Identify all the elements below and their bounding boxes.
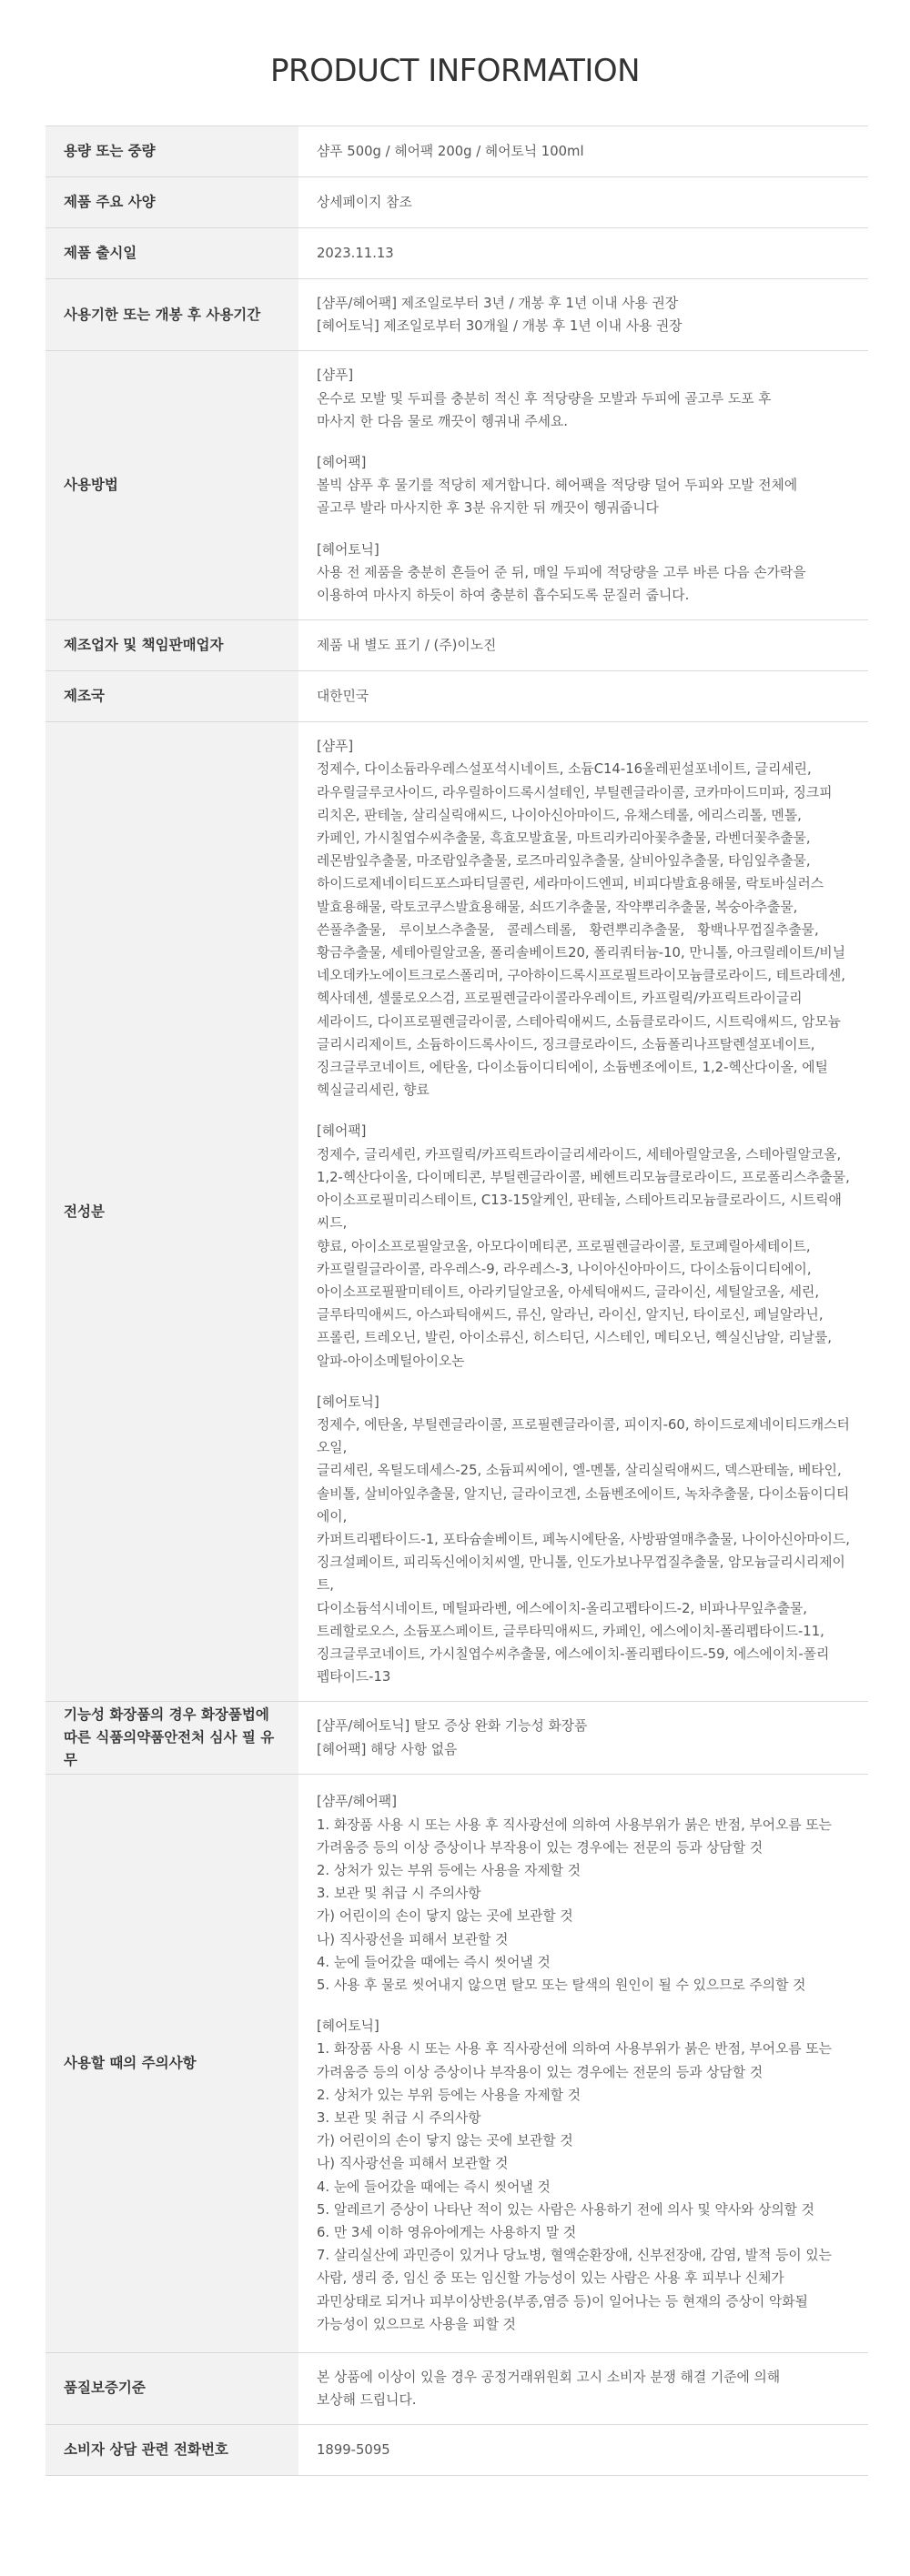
row-value <box>298 1702 868 1774</box>
value-text: [헤어토닉] 정제수, 에탄올, 부틸렌글라이콜, 프로필렌글라이콜, 피이지-60, 하이드로제네이티드캐스터오일, 글리세린, 옥틸도데세스-25, 소듐피씨에이, 엘-멘톨, 살리실릭애씨드, 덱스판테놀, 베타인, 솔비톨, 살비아잎추출물, 알지닌, 글라이코겐, 소듐벤조에이트, 녹차추출물, 다이소듐이디티에이, 카퍼트리펩타이드-1, 포타슘솔베이트, 페녹시에탄올, 사방팜열매추출물, 나이아신아마이드, 징크설페이트, 피리독신에이치씨엘, 만니톨, 인도가보나무껍질추출물, 암모늄글리시리제이트, 다이소듐석시네이트, 메틸파라벤, 에스에이치-올리고펩타이드-2, 비파나무잎추출물, 트레할로오스, 소듐포스페이트, 글루타믹애씨드, 카페인, 에스에이치-폴리펩타이드-11, 징크글루코네이트, 가시칠엽수씨추출물, 에스에이치-폴리펩타이드-59, 에스에이치-폴리 펩타이드-13 <box>317 1394 850 1685</box>
page-title: PRODUCT INFORMATION <box>269 53 641 89</box>
row-label: 사용할 때의 주의사항 <box>46 1774 298 2352</box>
info-row-manufacturer <box>46 620 868 671</box>
row-value <box>298 2352 868 2424</box>
row-value <box>298 620 868 671</box>
row-value <box>298 2425 868 2476</box>
row-value <box>298 671 868 722</box>
row-value <box>298 722 868 1702</box>
value-text: 대한민국 <box>317 689 369 705</box>
row-value <box>298 177 868 228</box>
row-label: 전성분 <box>46 722 298 1702</box>
value-text: 본 상품에 이상이 있을 경우 공정거래위원회 고시 소비자 분쟁 해결 기준에 의해 보상해 드립니다. <box>317 2369 781 2408</box>
info-row-functional <box>46 1702 868 1774</box>
value-text: 상세페이지 참조 <box>317 194 412 210</box>
row-value <box>298 279 868 351</box>
product-info-table <box>46 126 868 2476</box>
info-row-usage <box>46 351 868 620</box>
row-value <box>298 228 868 279</box>
info-row-specs <box>46 177 868 228</box>
value-text: [헤어토닉] 사용 전 제품을 충분히 흔들어 준 뒤, 매일 두피에 적당량을 고루 바른 다음 손가락을 이용하여 마사지 하듯이 하여 충분히 흡수되도록 문질러 줍니다. <box>317 541 806 604</box>
value-text: [헤어팩] 정제수, 글리세린, 카프릴릭/카프릭트라이글리세라이드, 세테아릴알코올, 스테아릴알코올, 1,2-헥산다이올, 다이메티콘, 부틸렌글라이콜, 베헨트리모늄클로라이드, 프로폴리스추출물, 아이소프로필미리스테이트, C13-15알케인, 판테놀, 스테아트리모늄클로라이드, 시트릭애씨드, 향료, 아이소프로필알코올, 아모다이메티콘, 프로필렌글라이콜, 토코페릴아세테이트, 카프릴릴글라이콜, 라우레스-9, 라우레스-3, 나이아신아마이드, 다이소듐이디티에이, 아이소프로필팔미테이트, 아라키딜알코올, 아세틱애씨드, 글라이신, 세틸알코올, 세린, 글루타믹애씨드, 아스파틱애씨드, 류신, 알라닌, 라이신, 알지닌, 타이로신, 페닐알라닌, 프롤린, 트레오닌, 발린, 아이소류신, 히스티딘, 시스테인, 메티오닌, 헥실신남알, 리날룰, 알파-아이소메틸아이오논 <box>317 1123 850 1369</box>
row-label: 사용기한 또는 개봉 후 사용기간 <box>46 279 298 351</box>
value-text: 1899-5095 <box>317 2442 390 2459</box>
row-label: 제조업자 및 책임판매업자 <box>46 620 298 671</box>
row-label: 제품 출시일 <box>46 228 298 279</box>
row-value <box>298 126 868 177</box>
value-text: [샴푸/헤어토닉] 탈모 증상 완화 기능성 화장품 [헤어팩] 해당 사항 없음 <box>317 1718 588 1757</box>
info-row-country <box>46 671 868 722</box>
row-value <box>298 351 868 620</box>
info-row-volume <box>46 126 868 177</box>
info-row-precautions <box>46 1774 868 2352</box>
row-label: 제조국 <box>46 671 298 722</box>
info-row-ingredients <box>46 722 868 1702</box>
info-row-release-date <box>46 228 868 279</box>
value-text: 2023.11.13 <box>317 245 394 261</box>
row-label: 사용방법 <box>46 351 298 620</box>
row-label: 제품 주요 사양 <box>46 177 298 228</box>
value-text: [헤어토닉] 1. 화장품 사용 시 또는 사용 후 직사광선에 의하여 사용부위가 붉은 반점, 부어오름 또는 가려움증 등의 이상 증상이나 부작용이 있는 경우에는 전문의 등과 상담할 것 2. 상처가 있는 부위 등에는 사용을 자제할 것 3. 보관 및 취급 시 주의사항 가) 어린이의 손이 닿지 않는 곳에 보관할 것 나) 직사광선을 피해서 보관할 것 4. 눈에 들어갔을 때에는 즉시 씻어낼 것 5. 알레르기 증상이 나타난 적이 있는 사람은 사용하기 전에 의사 및 약사와 상의할 것 6. 만 3세 이하 영유아에게는 사용하지 말 것 7. 살리실산에 과민증이 있거나 당뇨병, 혈액순환장애, 신부전장애, 감염, 발적 등이 있는 사람, 생리 중, 임신 중 또는 임신할 가능성이 있는 사람은 사용 후 피부나 신체가 과민상태로 되거나 피부이상반응(부종,염증 등)이 일어나는 등 현재의 증상이 악화될 가능성이 있으므로 사용을 피할 것 <box>317 2018 832 2332</box>
row-label: 기능성 화장품의 경우 화장품법에 따른 식품의약품안전처 심사 필 유무 <box>46 1702 298 1774</box>
value-text: [샴푸] 온수로 모발 및 두피를 충분히 적신 후 적당량을 모발과 두피에 골고루 도포 후 마사지 한 다음 물로 깨끗이 헹궈내 주세요. <box>317 367 772 429</box>
row-value <box>298 1774 868 2352</box>
value-text: [샴푸/헤어팩] 1. 화장품 사용 시 또는 사용 후 직사광선에 의하여 사용부위가 붉은 반점, 부어오름 또는 가려움증 등의 이상 증상이나 부작용이 있는 경우에는 전문의 등과 상담할 것 2. 상처가 있는 부위 등에는 사용을 자제할 것 3. 보관 및 취급 시 주의사항 가) 어린이의 손이 닿지 않는 곳에 보관할 것 나) 직사광선을 피해서 보관할 것 4. 눈에 들어갔을 때에는 즉시 씻어낼 것 5. 사용 후 물로 씻어내지 않으면 탈모 또는 탈색의 원인이 될 수 있으므로 주의할 것 <box>317 1794 832 1994</box>
row-label: 품질보증기준 <box>46 2352 298 2424</box>
value-text: 샴푸 500g / 헤어팩 200g / 헤어토닉 100ml <box>317 143 584 159</box>
value-text: [샴푸/헤어팩] 제조일로부터 3년 / 개봉 후 1년 이내 사용 권장 [헤어토닉] 제조일로부터 30개월 / 개봉 후 1년 이내 사용 권장 <box>317 296 682 335</box>
row-label: 소비자 상담 관련 전화번호 <box>46 2425 298 2476</box>
row-label: 용량 또는 중량 <box>46 126 298 177</box>
value-text: [샴푸] 정제수, 다이소듐라우레스설포석시네이트, 소듐C14-16올레핀설포네이트, 글리세린, 라우릴글루코사이드, 라우릴하이드록시설테인, 부틸렌글라이콜, 코카마이드미파, 징크피 리치온, 판테놀, 살리실릭애씨드, 나이아신아마이드, 유채스테롤, 에리스리톨, 멘톨, 카페인, 가시칠엽수씨추출물, 흑효모발효물, 마트리카리아꽃추출물, 라벤더꽃추출물, 레몬밤잎추출물, 마조람잎추출물, 로즈마리잎추출물, 살비아잎추출물, 타임잎추출물, 하이드로제네이티드포스파티딜콜린, 세라마이드엔피, 비피다발효용해물, 락토바실러스 발효용해물, 락토코쿠스발효용해물, 쇠뜨기추출물, 작약뿌리추출물, 복숭아추출물, 쓴풀추출물, 루이보스추출물, 콜레스테롤, 황련뿌리추출물, 황백나무껍질추출물, 황금추출물, 세테아릴알코올, 폴리솔베이트20, 폴리쿼터늄-10, 만니톨, 아크릴레이트/비닐 네오데카노에이트크로스폴리머, 구아하이드록시프로필트라이모늄클로라이드, 테트라데센, 헥사데센, 셀룰로오스검, 프로필렌글라이콜라우레이트, 카프릴릭/카프릭트라이글리 세라이드, 다이프로필렌글라이콜, 스테아릭애씨드, 소듐클로라이드, 시트릭애씨드, 암모늄 글리시리제이트, 소듐하이드록사이드, 징크클로라이드, 소듐폴리나프탈렌설포네이트, 징크글루코네이트, 에탄올, 다이소듐이디티에이, 소듐벤조에이트, 1,2-헥산다이올, 에틸 헥실글리세린, 향료 <box>317 739 846 1099</box>
info-row-quality <box>46 2352 868 2424</box>
value-text: 제품 내 별도 표기 / (주)이노진 <box>317 638 497 654</box>
value-text: [헤어팩] 볼빅 샴푸 후 물기를 적당히 제거합니다. 헤어팩을 적당량 덜어 두피와 모발 전체에 골고루 발라 마사지한 후 3분 유지한 뒤 깨끗이 헹궈줍니다 <box>317 455 798 517</box>
info-row-phone <box>46 2425 868 2476</box>
info-row-expiry <box>46 279 868 351</box>
